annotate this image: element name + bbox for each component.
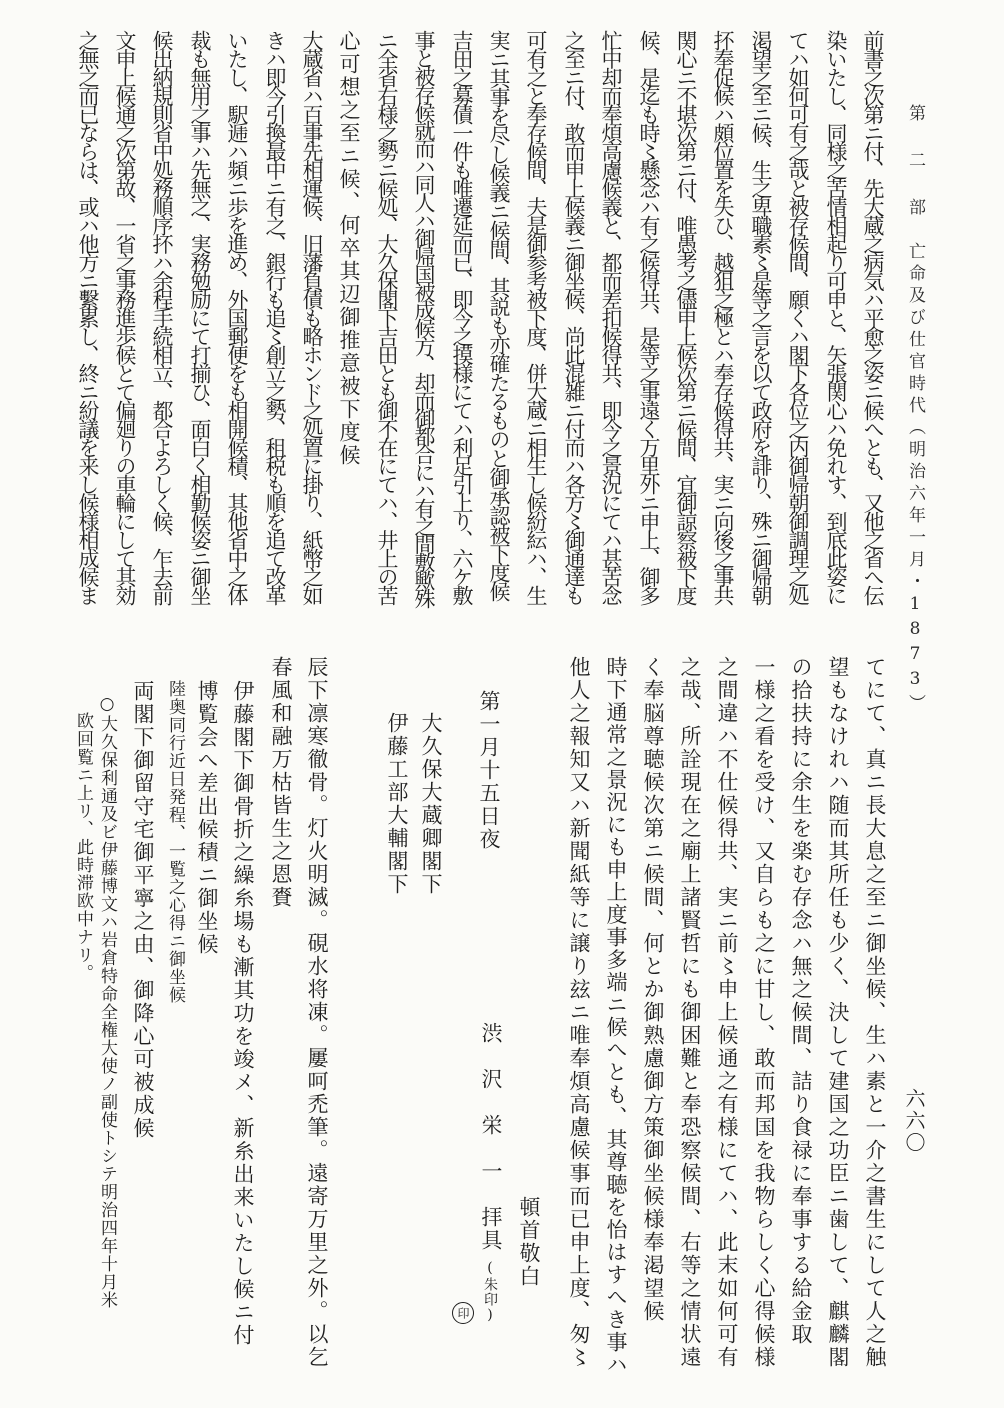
postscript-column: 両閣下御留守宅御平寧之由、御降心可被成候 [131,680,155,1140]
text-column: 之無之而已ならは、或ハ他方ニ繫累し、終ニ紛議を来し候様相成候ま [76,30,100,604]
text-column: く奉脳尊聴候次第ニ候間、何とか御熟慮御方策御坐候様奉渇望候 [641,656,665,1323]
closing-salutation: 頓首敬白 [517,1196,541,1288]
postscript-column: 博覧会へ差出候積ニ御坐候 [195,680,219,956]
postscript-column: 春風和融万枯皆生之恩賚 [269,656,293,909]
text-column: 之間違ハ不仕候得共、実ニ前〻申上候通之有様にてハ、此末如何可有 [715,656,739,1369]
text-column: いたし、駅逓ハ頻ニ歩を進め、外国郵便をも相開候積、其他省中之体 [225,30,249,604]
page-number: 六六〇 [902,1088,926,1154]
text-column: 抔奉促候ハ頗位置を失ひ、越狙之極とハ奉存候得共、実ニ向後之事共 [711,30,735,604]
text-column: 文申上候通之次第故、一省之事務進歩候とて偏廻りの車輪にして其効 [113,30,137,604]
postscript-column: 辰下凛寒徹骨。灯火明滅。硯水将凍。屢呵禿筆。遠寄万里之外。以乞 [305,656,329,1369]
text-column: 心可想之至ニ候、何卒其辺御推意被下度候 [337,30,361,467]
text-column: 染いたし、同様之苦情相起り可申と、矢張関心ハ免れす、到底此姿に [824,30,848,604]
text-column: 他人之報知又ハ新聞紙等に譲り玆ニ唯奉煩高慮候事而已申上度、匆〻 [567,656,591,1369]
text-column: 大蔵省ハ百事先相運候、旧藩負債も略ホンド之処置に掛り、紙幣之如 [300,30,324,604]
letter-date: 第一月十五日夜 [477,690,501,851]
addressee-okubo: 大久保大蔵卿閣下 [419,712,443,896]
text-column: 候出納規則省中処務順序抔ハ余程手続相立、都合よろしく候、乍去前 [150,30,174,604]
text-column: 関心ニ不堪次第ニ付、唯愚考之儘申上候次第ニ候間、宜御諒察被下度 [674,30,698,604]
postscript-column: 陸奥同行近日発程、一覧之心得ニ御坐候 [165,680,185,1004]
text-column: 候、是迄も時〻懸念ハ有之候得共、是等之事遠く万里外ニ申上、御多 [637,30,661,604]
text-column: 前書之次第ニ付、先大蔵之病気ハ平愈之姿ニ候へとも、又他之省へ伝 [861,30,885,604]
text-column: 事と被存候就而ハ同人ハ御帰国被成候方、却而御都合にハ有之間敷歟殊 [412,30,436,606]
text-column: 一様之看を受け、又自らも之に甘し、敢而邦国を我物らしく心得候様 [752,656,776,1369]
text-column: てにて、真ニ長大息之至ニ御坐候、生ハ素と一介之書生にして人之触 [863,656,887,1369]
running-head: 第 二 部 亡命及び仕官時代（明治六年一月・1873） [905,104,925,716]
seal-note: (朱印) [482,1260,498,1324]
signature: 渋 沢 栄 一 拝具 [479,1022,503,1252]
text-column: 実ニ其事を尽し候義ニ候間、其説も亦確たるものと御承認被下度候 [487,30,511,600]
text-column: てハ如何可有之哉と被存候間、願くハ閣下各位之内御帰朝御調理之処 [786,30,810,604]
addressee-ito: 伊藤工部大輔閣下 [385,712,409,896]
text-column: 忙中却而奉煩高慮候義と、都而差扣候得共、即今之景況にてハ甚苦念 [599,30,623,604]
text-column: の拾扶持に余生を楽む存念ハ無之候間、詰り食禄に奉事する給金取 [789,656,813,1346]
text-column: 渇望之至ニ候、生之卑職素〻是等之言を以て政府を誹り、殊ニ御帰朝 [749,30,773,604]
text-column: 望もなけれハ随而其所任も少く、決して建国之功臣ニ歯して、麒麟閣 [826,656,850,1369]
text-column: 裁も無用之事ハ先無之、実務勉励にて打揃ひ、面白く相勤候姿ニ御坐 [188,30,212,604]
text-column: 之至ニ付、敢而申上候義ニ御坐候、尚此混雑ニ付而ハ各方〻御通達も [562,30,586,604]
seal-mark [452,1302,474,1324]
text-column: 時下通常之景況にも申上度事多端ニ候へとも、其尊聴を怡はすへき事ハ [604,656,628,1376]
postscript-column: 伊藤閣下御骨折之繰糸場も漸其功を竣メ、新糸出来いたし候ニ付 [231,680,255,1347]
text-column: きハ即今引換最中ニ有之、銀行も追〻創立之勢、租税も順を追て改革 [263,30,287,604]
text-column: 可有之と奉存候間、夫是御参考被下度、併大蔵ニ相生し候紛紜ハ、生 [524,30,548,604]
editor-note-column: 欧回覧ニ上リ、此時滞欧中ナリ。 [73,712,93,982]
seal-glyph: 印 [456,1307,470,1319]
editor-note-column: ○大久保利通及ビ伊藤博文ハ岩倉特命全権大使ノ副使トシテ明治四年十月米 [97,694,117,1309]
text-column: 吉田之募債一件も唯遷延而已、即今之摸様にてハ利足引上り、六ケ敷 [450,30,474,604]
text-column: ニ全省右様之勢ニ候処、大久保閣下吉田とも御不在にてハ、井上の苦 [375,30,399,604]
text-column: 之哉、所詮現在之廟上諸賢哲にも御困難と奉恐察候間、右等之情状遠 [678,656,702,1369]
